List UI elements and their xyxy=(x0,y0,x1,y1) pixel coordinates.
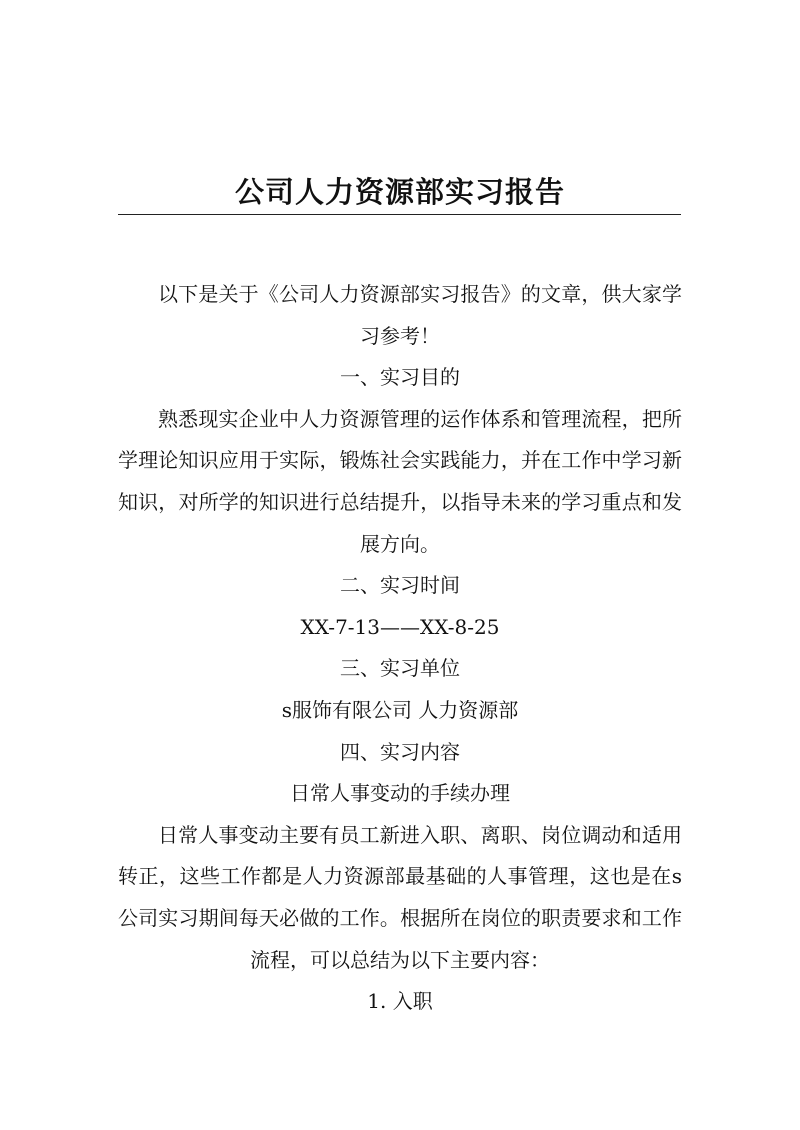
list-item-onboarding: 1. 入职 xyxy=(367,989,433,1014)
internship-dates: XX-7-13——XX-8-25 xyxy=(300,614,500,639)
content-subheading: 日常人事变动的手续办理 xyxy=(290,781,510,806)
content-paragraph: 日常人事变动主要有员工新进入职、离职、岗位调动和适用转正，这些工作都是人力资源部最基础的人事管理，这也是在s公司实习期间每天必做的工作。根据所在岗位的职责要求和工作流程，可以总结为以下主要内容： xyxy=(118,822,682,972)
document-body xyxy=(118,274,682,1023)
section-heading-unit: 三、实习单位 xyxy=(340,656,460,681)
document-title: 公司人力资源部实习报告 xyxy=(234,175,565,209)
section-heading-content: 四、实习内容 xyxy=(340,739,460,764)
internship-unit: s服饰有限公司 人力资源部 xyxy=(281,697,519,722)
purpose-paragraph: 熟悉现实企业中人力资源管理的运作体系和管理流程，把所学理论知识应用于实际，锻炼社会实践能力，并在工作中学习新知识，对所学的知识进行总结提升，以指导未来的学习重点和发展方向。 xyxy=(118,406,682,556)
section-heading-purpose: 一、实习目的 xyxy=(340,365,460,390)
title-divider xyxy=(118,214,681,215)
intro-paragraph: 以下是关于《公司人力资源部实习报告》的文章，供大家学习参考！ xyxy=(158,282,682,348)
section-heading-time: 二、实习时间 xyxy=(340,573,460,598)
